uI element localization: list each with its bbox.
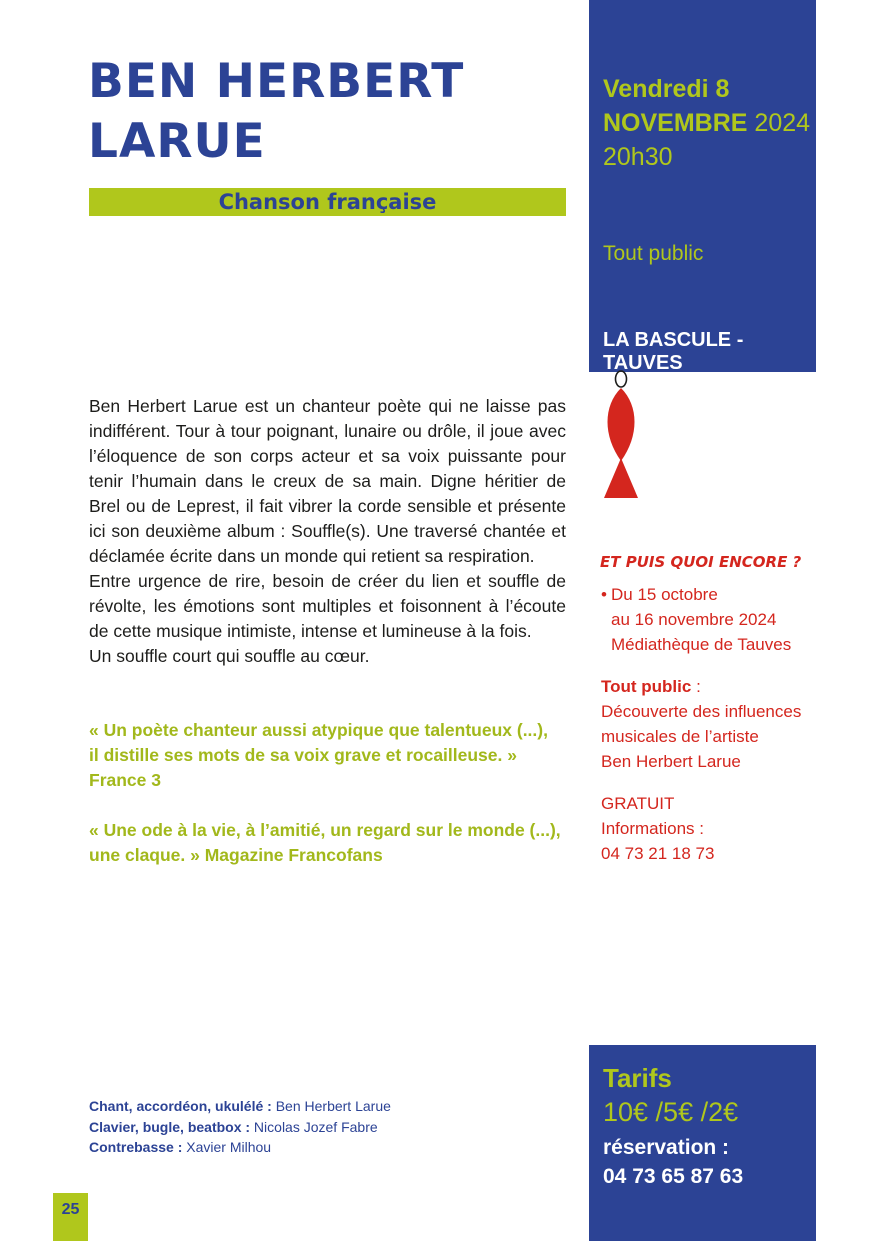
extra-desc-line-1: Découverte des influences [601,702,802,721]
event-venue: LA BASCULE - TAUVES [603,329,744,374]
event-time: 20h30 [603,143,673,171]
event-year: 2024 [754,109,811,137]
credit-line [89,1117,569,1138]
credit-line [89,1137,569,1158]
credit-name: Ben Herbert Larue [271,1098,391,1114]
extra-events [601,582,821,866]
event-month: NOVEMBRE [603,109,748,137]
press-quotes [89,718,569,893]
extra-desc-line-3: Ben Herbert Larue [601,752,741,771]
extra-price: GRATUIT [601,794,675,813]
quote-1-line-2: il distille ses mots de sa voix grave et rocailleuse. » [89,745,517,765]
reservation [603,1133,743,1191]
press-quote-1 [89,718,569,793]
quote-1-source: France 3 [89,770,161,790]
fish-icon [600,366,650,500]
event-month-year [603,106,810,140]
title-line-1: BEN HERBERT [88,54,465,109]
extra-dates-line-2: au 16 novembre 2024 [611,610,777,629]
extra-events-title: ET PUIS QUOI ENCORE ? [600,553,802,571]
event-day: Vendredi 8 [603,75,730,103]
credit-role: Contrebasse : [89,1139,183,1155]
event-audience: Tout public [603,242,704,265]
tarifs-box [589,1045,816,1241]
extra-desc-line-2: musicales de l’artiste [601,727,759,746]
credit-name: Nicolas Jozef Fabre [250,1118,378,1135]
quote-1-line-1: « Un poète chanteur aussi atypique que talentueux (...), [89,720,548,740]
extra-info-phone: 04 73 21 18 73 [601,844,715,863]
extra-dates-line-1: • Du 15 octobre [601,582,821,607]
tarifs-prices: 10€ /5€ /2€ [603,1097,739,1127]
title-line-2: LARUE [88,114,266,169]
event-date [603,72,810,174]
event-info-box [589,0,816,372]
tarifs-title: Tarifs [603,1063,672,1093]
credit-role: Clavier, bugle, beatbox : [89,1118,251,1135]
reservation-phone: 04 73 65 87 63 [603,1165,744,1188]
press-quote-2 [89,818,569,868]
extra-location: Médiathèque de Tauves [611,635,792,654]
quote-2-line-1: « Une ode à la vie, à l’amitié, un regard sur le monde (...), [89,820,561,840]
quote-2-line-2: une claque. » Magazine Francofans [89,845,383,865]
page-number: 25 [53,1193,88,1241]
genre-banner: Chanson française [89,188,566,216]
credit-line [89,1096,569,1117]
extra-audience [601,674,821,699]
extra-info-label: Informations : [601,819,704,838]
extra-audience-suffix: : [691,677,701,696]
reservation-label: réservation : [603,1136,730,1159]
description-paragraph-2: Entre urgence de rire, besoin de créer du lien et souffle de révolte, les émotions sont multiples et foisonnent à l’écoute de cette musique intimiste, intense et lumineuse à la fois. [89,571,566,641]
description-paragraph-3: Un souffle court qui souffle au cœur. [89,646,370,666]
credit-role: Chant, accordéon, ukulélé : [89,1098,272,1114]
extra-audience-label: Tout public [601,677,692,696]
description-paragraph-1: Ben Herbert Larue est un chanteur poète qui ne laisse pas indifférent. Tour à tour poignant, lunaire ou drôle, il joue avec l’éloquence de son corps acteur et sa voix puissante pour tenir l’humain dans le creux de sa main. Digne héritier de Brel ou de Leprest, il fait vibrer la corde sensible et présente ici son deuxième album : Souffle(s). Une traversé chantée et déclamée écrite dans un monde qui retient sa respiration. [89,396,566,566]
credit-name: Xavier Milhou [182,1139,272,1155]
credits [89,1096,569,1158]
page-title [88,52,568,172]
description [89,394,566,669]
